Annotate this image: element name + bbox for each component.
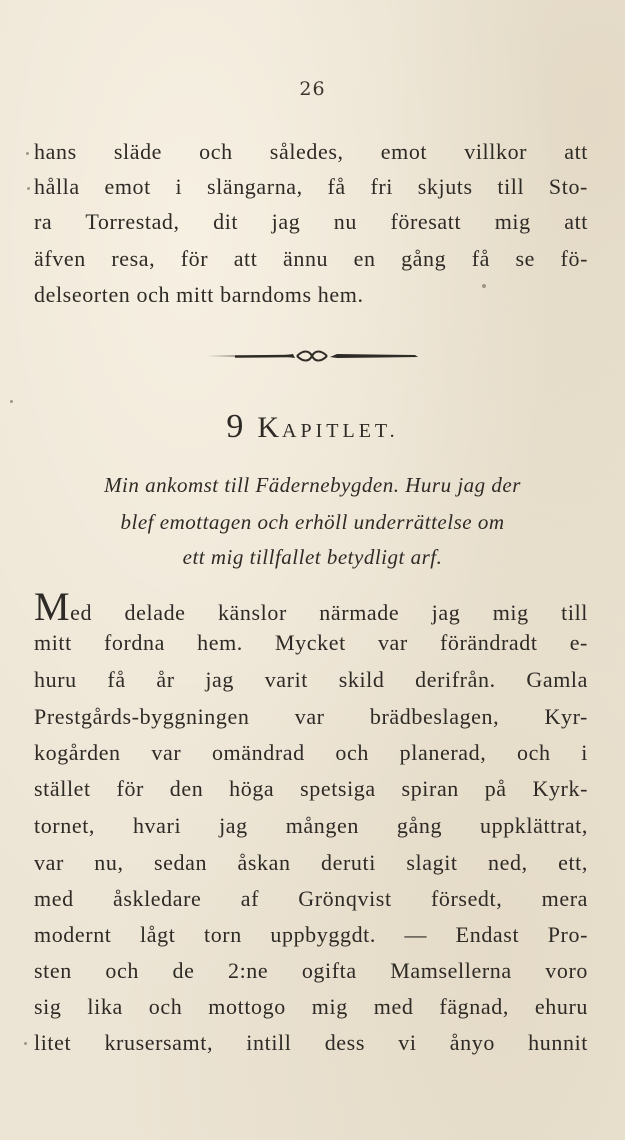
paper-speck xyxy=(24,1042,27,1045)
summary-line: ett mig tillfallet betydligt arf. xyxy=(182,545,443,569)
text-line: sten och de 2:ne ogifta Mamsellerna voro xyxy=(34,958,588,983)
paper-speck xyxy=(27,187,30,190)
chapter-number: 9 xyxy=(226,408,244,445)
first-line-text: ed delade känslor närmade jag mig till xyxy=(70,600,588,625)
text-line: mitt fordna hem. Mycket var förändradt e- xyxy=(34,630,588,655)
text-line: hans släde och således, emot villkor att xyxy=(34,139,588,164)
text-line: var nu, sedan åskan deruti slagit ned, ett, xyxy=(34,850,588,875)
chapter-heading xyxy=(0,408,625,446)
text-line: äfven resa, för att ännu en gång få se fö- xyxy=(34,246,588,271)
text-line: ra Torrestad, dit jag nu föresatt mig att xyxy=(34,209,588,234)
text-line: kogården var omändrad och planerad, och i xyxy=(34,740,588,765)
chapter-title-rest: APITLET. xyxy=(282,420,399,442)
page-number: 26 xyxy=(299,78,326,100)
text-line: hålla emot i slängarna, få fri skjuts till Sto- xyxy=(34,174,588,199)
chapter-title-initial: K xyxy=(257,411,283,444)
paper-speck xyxy=(26,152,29,155)
summary-line: Min ankomst till Fädernebygden. Huru jag der xyxy=(104,473,521,497)
ornament-divider xyxy=(205,348,420,364)
text-line: litet krusersamt, intill dess vi ånyo hunnit xyxy=(34,1030,588,1055)
paper-speck xyxy=(482,284,486,288)
text-line: huru få år jag varit skild derifrån. Gamla xyxy=(34,667,588,692)
text-line: Prestgårds-byggningen var brädbeslagen, Kyr- xyxy=(34,704,588,729)
drop-cap: M xyxy=(34,584,71,629)
paper-speck xyxy=(10,400,13,403)
chapter-title xyxy=(257,411,398,444)
text-line: med åskledare af Grönqvist försedt, mera xyxy=(34,886,588,911)
text-line: sig lika och mottogo mig med fägnad, ehuru xyxy=(34,994,588,1019)
summary-line: blef emottagen och erhöll underrättelse om xyxy=(120,510,505,534)
text-line: delseorten och mitt barndoms hem. xyxy=(34,282,364,307)
text-line: tornet, hvari jag mången gång uppklättrat, xyxy=(34,813,588,838)
text-line-first xyxy=(34,584,588,629)
text-line: stället för den höga spetsiga spiran på Kyrk- xyxy=(34,776,588,801)
text-line: modernt lågt torn uppbyggdt. — Endast Pro- xyxy=(34,922,588,947)
